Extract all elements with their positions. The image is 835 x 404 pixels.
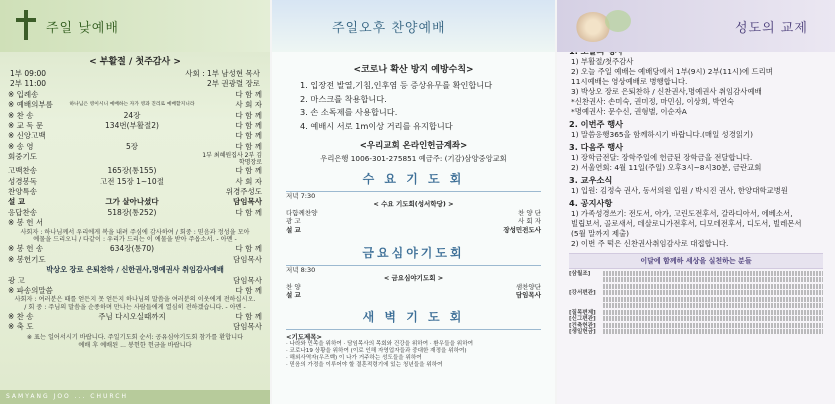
order-row: [0, 152, 270, 166]
order-content: 634장(통70): [109, 244, 155, 254]
mission-title: 이달에 함께하 세상을 실천하는 분들: [569, 253, 823, 269]
sending-text: 사회자 : 여러분은 때를 얻든지 못 얻든지 하나님의 말씀을 여러분의 이웃에게 전하십시오. / 회 중 : 주님의 말씀을 순종하며 만나는 사람들에게 열심히 전하겠습니다. - 아멘 -: [14, 296, 256, 312]
section-item: (5월 말까지 제출): [571, 229, 630, 238]
order-content: 하나님은 영이시니 예배하는 자가 영과 진리로 예배할지니라: [69, 102, 195, 108]
schedule-item: 설 교: [286, 291, 301, 300]
mission-tag: [삼월조]: [569, 270, 591, 277]
order-item: ※ 입례송: [8, 89, 39, 99]
section-item: 빌립보서, 골로새서, 데살로니가전후서, 디모데전후서, 디도서, 빌레몬서: [571, 219, 802, 228]
section-heading: 2. 이번주 행사: [569, 119, 624, 129]
order-row: [0, 100, 270, 110]
prayer-line: · 해외사역자(우즈벡) 이 나가 거주하는 성도들을 위하여: [286, 355, 422, 362]
order-item: 광 고: [8, 275, 25, 285]
order-item: ※ 찬 송: [8, 311, 34, 321]
order-leader: 다 함 께: [235, 141, 262, 151]
section-item: 1) 가족성경쓰기: 전도서, 아가, 고린도전후서, 갈라디아서, 에베소서,: [571, 209, 793, 218]
rule-item: 1. 입장전 발열,기침,인후염 등 증상유무를 확인합니다: [300, 80, 493, 90]
section-item: 1) 입원: 김정숙 권사, 동서의원 입원 / 박시진 권사, 한양대학교병원: [571, 186, 788, 195]
schedule-leader: 장성민전도사: [503, 225, 541, 234]
order-item: ※ 예배의부름: [8, 100, 53, 110]
section-item: *신찬권사: 손미숙, 권미정, 마민심, 이상희, 박연숙: [571, 97, 734, 106]
order-item: ※ 봉 헌 서: [8, 218, 44, 228]
section-heading: 3. 다음주 행사: [569, 142, 624, 152]
order-leader: 담임목사: [233, 275, 262, 285]
rule-item: 2. 마스크를 착용합니다.: [300, 93, 387, 104]
panel-title: 주일 낮예배: [46, 21, 119, 36]
friday-title: 금요심야기도회: [362, 246, 465, 261]
order-content: [66, 187, 198, 197]
church-footer: SAMYANG JOO ... CHURCH: [0, 390, 270, 404]
dawn-title: 새 벽 기 도 회: [362, 309, 465, 324]
service-meta-row: [0, 69, 270, 79]
order-leader: 사 회 자: [235, 176, 262, 186]
order-item: 응답찬송: [8, 207, 37, 217]
order-content: [66, 255, 198, 265]
order-item: 회중기도: [8, 152, 37, 162]
bank-title: <우리교회 온라인헌금계좌>: [359, 141, 468, 151]
order-row: [0, 255, 270, 265]
order-leader: 다 함 께: [235, 311, 262, 321]
order-leader: 위경주성도: [225, 187, 262, 197]
order-content: [66, 322, 198, 332]
order-content: [66, 276, 198, 286]
order-row: [0, 166, 270, 176]
mission-text: [569, 290, 823, 308]
fellowship-panel: [557, 0, 835, 404]
schedule-leader: 찬 양 단: [518, 208, 541, 217]
section-item: 2) 이번 주 떡은 신찬권사취임감사로 대접합니다.: [571, 239, 729, 248]
order-content: [66, 286, 198, 296]
order-content: 고전 15장 1~10절: [100, 176, 164, 186]
schedule-leader: 담임목사: [515, 291, 541, 300]
mission-tag: [강서편관]: [569, 290, 596, 296]
section-item: 1) 장학금전달: 장학주일에 헌금된 장학금을 전달합니다.: [571, 153, 753, 162]
mission-row: [569, 271, 823, 289]
order-leader: 다 함 께: [235, 121, 262, 131]
schedule-leader: 사 회 자: [518, 217, 541, 226]
order-leader: 다 함 께: [235, 110, 262, 120]
mission-text: [569, 310, 823, 315]
order-row: [0, 187, 270, 197]
section-item: 2) 서울연회: 4월 11일(주일) 오후3시~8시30분, 금란교회: [571, 163, 762, 172]
order-content: 165장(통155): [107, 166, 157, 176]
order-row: [0, 121, 270, 131]
order-item: ※ 봉헌기도: [8, 254, 46, 264]
order-item: 성경봉독: [8, 176, 37, 186]
prayer-line: · 나라와 민족을 위하여 · 담임목사의 목회와 건강을 위하여 · 환우들을 위하여: [286, 341, 474, 348]
schedule-item: 설 교: [286, 225, 301, 234]
order-leader: 담임목사: [233, 254, 262, 264]
section-item: 3) 박상오 장로 은퇴찬하 / 신찬권사,명예권사 취임감사예배: [571, 87, 762, 96]
prayer-title: <기도제목>: [286, 332, 323, 341]
order-item: ※ 파송의말씀: [8, 285, 53, 295]
meta-leader: 2부 권광렬 장로: [206, 79, 260, 89]
order-leader: 다 함 께: [235, 285, 262, 295]
schedule-item: 다함께찬양: [286, 208, 318, 217]
schedule-row: [286, 217, 541, 225]
prayer-line: · 코로나19 상황을 위하여 (이로 인해 자영업자들과 중대한 재정을 위하여): [286, 348, 467, 355]
mission-row: [569, 290, 823, 308]
schedule-row: [286, 209, 541, 217]
panel-title: 주일오후 찬양예배: [332, 21, 446, 36]
order-row: [0, 322, 270, 332]
order-content: [66, 90, 198, 100]
section-item: *명예권사: 문수신, 권형별, 이순자A: [571, 107, 687, 116]
panel-header: [272, 0, 555, 52]
order-leader: 1부 최혜원집사 2부 김학명장로: [202, 152, 262, 167]
mission-text: [569, 323, 823, 328]
order-row: [0, 208, 270, 218]
mission-tag: [생일헌금]: [569, 329, 596, 335]
mission-text: [569, 316, 823, 321]
order-content: 134번(부활절2): [105, 121, 159, 131]
mission-tag: [건축헌관]: [569, 322, 596, 329]
schedule-row: [286, 283, 541, 291]
order-leader: 다 함 께: [235, 244, 262, 254]
order-row: [0, 177, 270, 187]
panel-header: [557, 0, 835, 52]
meta-leader: 사회 : 1부 남성현 목사: [185, 69, 260, 78]
section-heading: 4. 공지사항: [569, 198, 613, 208]
mission-text: [569, 271, 823, 289]
order-content: [66, 218, 198, 228]
wednesday-sub: < 수요 기도회(성서학당) >: [373, 200, 454, 209]
order-leader: 사 회 자: [235, 100, 262, 110]
panel-title: 성도의 교제: [735, 21, 808, 36]
order-content: 24장: [123, 110, 141, 120]
schedule-row: [286, 291, 541, 299]
order-content: 5장: [125, 141, 139, 151]
order-item: ※ 송 영: [8, 141, 34, 151]
order-item: ※ 교 독 문: [8, 121, 44, 131]
mission-tag: [신그편관]: [569, 316, 596, 322]
mission-row: [569, 323, 823, 328]
mission-list: [569, 271, 823, 335]
meta-time: 2부 11:00: [10, 79, 47, 89]
rule-item: 3. 손 소독제를 사용합니다.: [300, 107, 398, 117]
offering-text: 사회자 : 하나님께서 우리에게 복을 내려 주심에 감사하여 / 회중 : 믿음과 정성을 모아 예물을 드리오니 / 다같이 : 우리가 드리는 이 예물을 받아 주옵소서. - 아멘 -: [20, 228, 250, 244]
afternoon-service-panel: [272, 0, 555, 404]
order-leader: 담임목사: [233, 322, 262, 332]
order-leader: 다 함 께: [235, 131, 262, 141]
note-1: ※ 표는 일어서시기 바랍니다. 주일기도회 순서: 공유심야기도회 참가를 환합니다: [26, 333, 244, 341]
order-leader: [198, 218, 262, 228]
mission-row: [569, 329, 823, 334]
order-item: ※ 신앙고백: [8, 131, 46, 141]
order-item: 고백찬송: [8, 166, 37, 176]
friday-sub: < 금요심야기도회 >: [383, 274, 444, 283]
order-row: [0, 312, 270, 322]
service-meta-row: [0, 79, 270, 89]
mission-row: [569, 316, 823, 321]
order-content: 주님 다시오실때까지: [98, 311, 166, 321]
note-2: 예배 후 예배된 ... 봉헌한 헌금을 바랍니다: [78, 341, 192, 349]
order-row: [0, 286, 270, 296]
cross-icon: [16, 10, 36, 40]
schedule-row: [286, 226, 541, 234]
order-leader: 다 함 께: [235, 207, 262, 217]
order-content: [66, 152, 198, 166]
order-item: 찬양특송: [8, 187, 37, 197]
wednesday-time: 저녁 7:30: [286, 192, 316, 200]
rule-item: 4. 예배시 서로 1m이상 거리를 유지합니다: [300, 120, 453, 131]
order-leader: 다 함 께: [235, 89, 262, 99]
service-subtitle: < 부활절 / 첫주감사 >: [89, 57, 181, 67]
schedule-leader: 샘찬양단: [515, 282, 541, 291]
order-leader: 다 함 께: [235, 166, 262, 176]
order-row: [0, 244, 270, 254]
order-item: ※ 축 도: [8, 322, 34, 332]
order-row: [0, 90, 270, 100]
order-item: ※ 봉 헌 송: [8, 244, 44, 254]
section-item: 1) 말씀응행365을 함께하시기 바랍니다.(매일 성경읽기): [571, 130, 753, 139]
divider: [286, 329, 541, 330]
order-row: [0, 111, 270, 121]
mission-text: [569, 329, 823, 334]
section-item: 1) 부활절/첫주감사: [571, 57, 634, 66]
order-row: [0, 218, 270, 228]
section-item: 2) 오늘 주일 예배는 예배당에서 1부(9시) 2부(11시)에 드리며: [571, 67, 773, 76]
order-item: ※ 찬 송: [8, 110, 34, 120]
meta-time: 1부 09:00: [10, 69, 47, 78]
section-heading: 3. 교우소식: [569, 175, 613, 185]
sunday-service-panel: [0, 0, 270, 404]
schedule-item: 광 고: [286, 217, 301, 226]
wednesday-title: 수 요 기 도 회: [362, 172, 465, 186]
friday-time: 저녁 8:30: [286, 266, 316, 275]
bank-line: 우리은행 1006-301-275851 예금주: (기감)삼양중앙교회: [320, 154, 507, 163]
rules-title: <코로나 확산 방지 예방수칙>: [353, 65, 474, 75]
panel-header: [0, 0, 270, 52]
schedule-item: 찬 양: [286, 282, 301, 291]
sermon-row: 설 교 그가 살아나셨다 담임목사: [8, 197, 262, 207]
mission-row: [569, 310, 823, 315]
order-row: [0, 276, 270, 286]
hands-image: [565, 6, 635, 46]
order-content: 518장(통252): [107, 207, 157, 217]
section-item: 11시예배는 영상예배로 병행합니다.: [571, 77, 688, 86]
order-row: [0, 131, 270, 141]
mission-tag: [질목편제]: [569, 309, 596, 316]
prayer-line: · 믿음의 가정을 이루어야 할 결혼적령기에 있는 청년들을 위하여: [286, 362, 443, 369]
order-row: [0, 142, 270, 152]
order-content: [66, 131, 198, 141]
special-service: 박상오 장로 은퇴찬하 / 신한권사,명예권사 취임감사예배: [46, 265, 224, 275]
